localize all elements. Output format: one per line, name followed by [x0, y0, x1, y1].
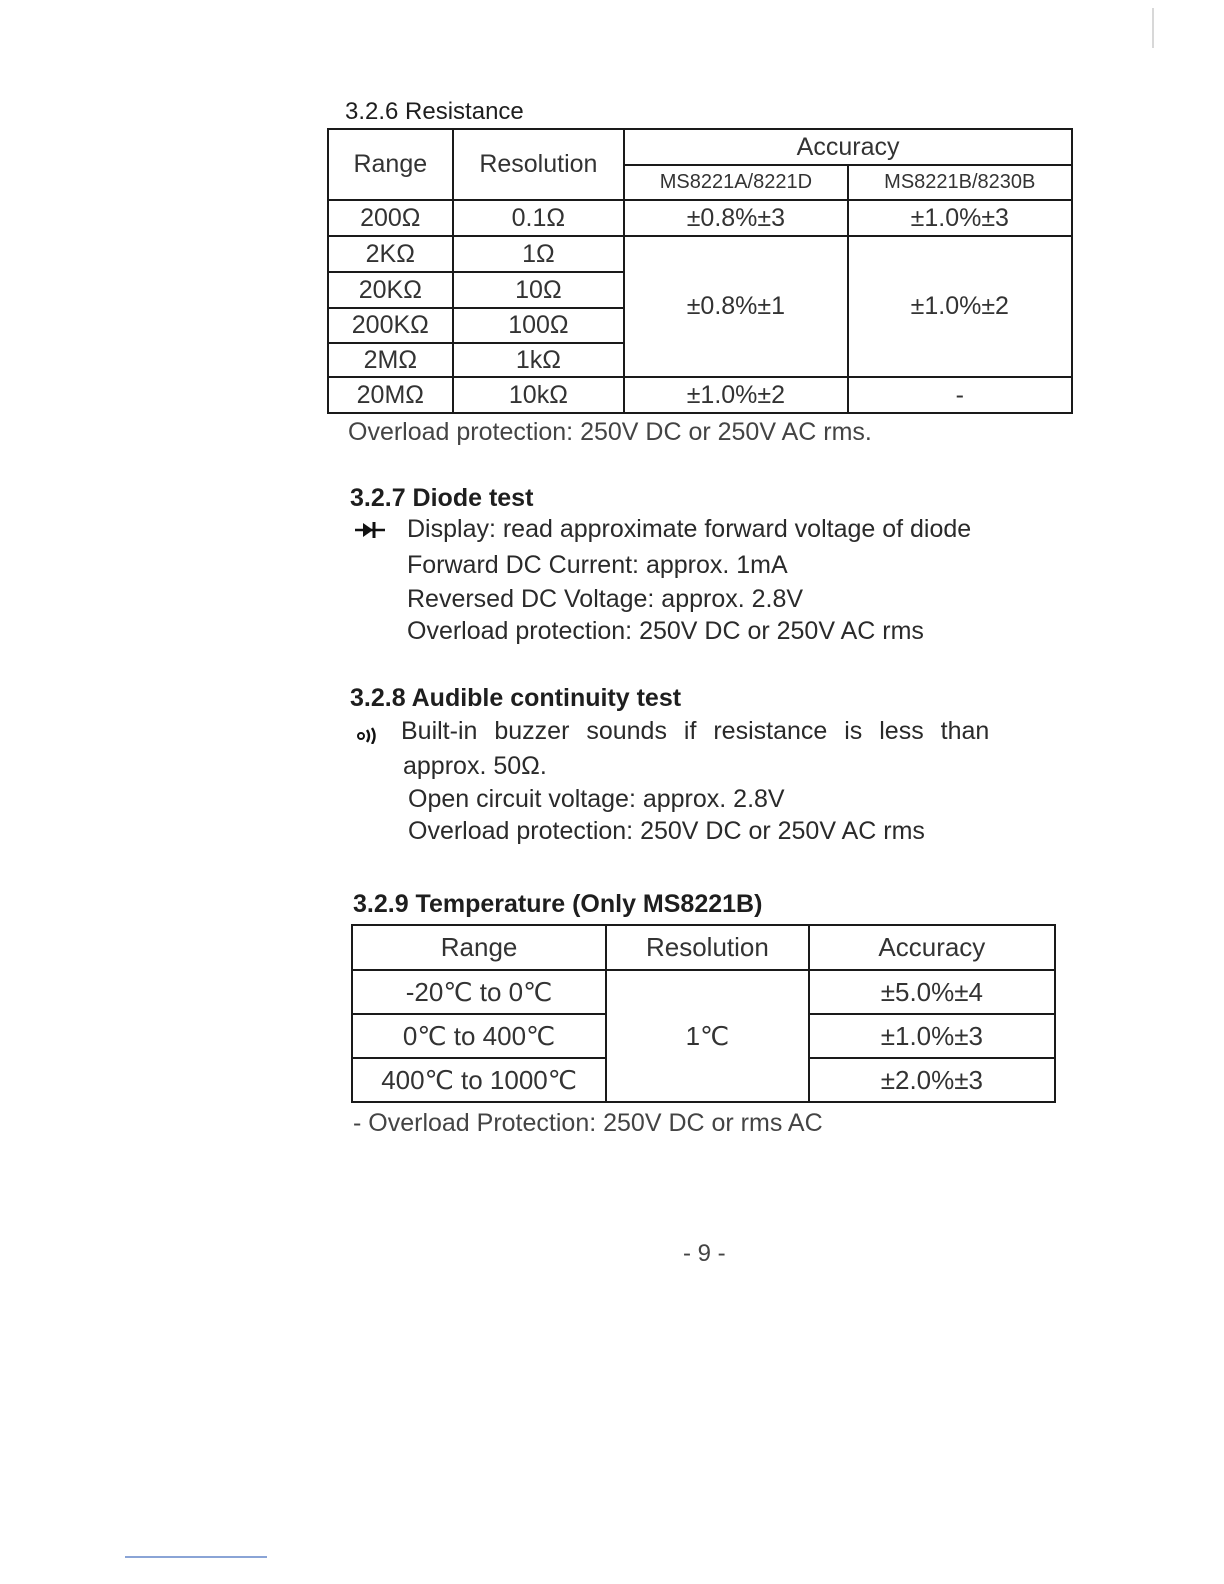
- table-cell-resolution: 1℃: [606, 970, 809, 1102]
- table-cell-range: -20℃ to 0℃: [352, 970, 606, 1014]
- temperature-col-range: Range: [352, 925, 606, 970]
- resistance-heading: 3.2.6 Resistance: [345, 98, 524, 125]
- table-cell-resolution: 0.1Ω: [453, 200, 625, 236]
- diode-heading: 3.2.7 Diode test: [350, 484, 534, 512]
- scan-edge-line: [1152, 8, 1154, 48]
- continuity-line-1: Built-in buzzer sounds if resistance is less than: [401, 717, 990, 745]
- diode-line-2: Forward DC Current: approx. 1mA: [407, 551, 788, 579]
- table-cell-resolution: 1kΩ: [453, 343, 625, 377]
- table-cell-resolution: 10kΩ: [453, 377, 625, 413]
- table-cell-range: 20MΩ: [328, 377, 453, 413]
- table-cell-accuracy: ±0.8%±1: [624, 236, 847, 377]
- table-cell-range: 200Ω: [328, 200, 453, 236]
- table-cell-accuracy: ±1.0%±2: [848, 236, 1072, 377]
- continuity-heading: 3.2.8 Audible continuity test: [350, 684, 682, 712]
- buzzer-icon: [356, 726, 382, 750]
- table-cell-range: 20KΩ: [328, 272, 453, 308]
- continuity-line-4: Overload protection: 250V DC or 250V AC rms: [408, 817, 925, 845]
- page-number: - 9 -: [683, 1240, 726, 1267]
- resistance-table: [327, 128, 1073, 414]
- table-cell-resolution: 100Ω: [453, 308, 625, 343]
- table-cell-resolution: 10Ω: [453, 272, 625, 308]
- resistance-col-accuracy: Accuracy: [624, 129, 1072, 165]
- diode-line-4: Overload protection: 250V DC or 250V AC rms: [407, 617, 924, 645]
- table-cell-accuracy: ±1.0%±3: [848, 200, 1072, 236]
- table-cell-range: 200KΩ: [328, 308, 453, 343]
- continuity-line-3: Open circuit voltage: approx. 2.8V: [408, 785, 785, 813]
- table-cell-accuracy: ±5.0%±4: [809, 970, 1055, 1014]
- table-cell-resolution: 1Ω: [453, 236, 625, 272]
- table-cell-accuracy: ±1.0%±3: [809, 1014, 1055, 1058]
- scan-edge-line: [125, 1556, 267, 1558]
- resistance-overload: Overload protection: 250V DC or 250V AC rms.: [348, 418, 872, 446]
- diode-line-1: Display: read approximate forward voltage of diode: [407, 515, 972, 543]
- table-cell-range: 2MΩ: [328, 343, 453, 377]
- table-cell-range: 400℃ to 1000℃: [352, 1058, 606, 1102]
- table-cell-accuracy: ±0.8%±3: [624, 200, 847, 236]
- table-cell-accuracy: -: [848, 377, 1072, 413]
- resistance-col-resolution: Resolution: [453, 129, 625, 200]
- temperature-col-accuracy: Accuracy: [809, 925, 1055, 970]
- table-cell-accuracy: ±1.0%±2: [624, 377, 847, 413]
- temperature-heading: 3.2.9 Temperature (Only MS8221B): [353, 890, 763, 918]
- temperature-col-resolution: Resolution: [606, 925, 809, 970]
- continuity-line-2: approx. 50Ω.: [403, 752, 547, 780]
- temperature-table: [351, 924, 1056, 1103]
- table-cell-accuracy: ±2.0%±3: [809, 1058, 1055, 1102]
- diode-icon: [355, 520, 385, 546]
- resistance-model-b: MS8221B/8230B: [848, 165, 1072, 200]
- temperature-overload: - Overload Protection: 250V DC or rms AC: [353, 1109, 823, 1137]
- table-cell-range: 0℃ to 400℃: [352, 1014, 606, 1058]
- table-cell-range: 2KΩ: [328, 236, 453, 272]
- diode-line-3: Reversed DC Voltage: approx. 2.8V: [407, 585, 804, 613]
- resistance-model-a: MS8221A/8221D: [624, 165, 847, 200]
- resistance-col-range: Range: [328, 129, 453, 200]
